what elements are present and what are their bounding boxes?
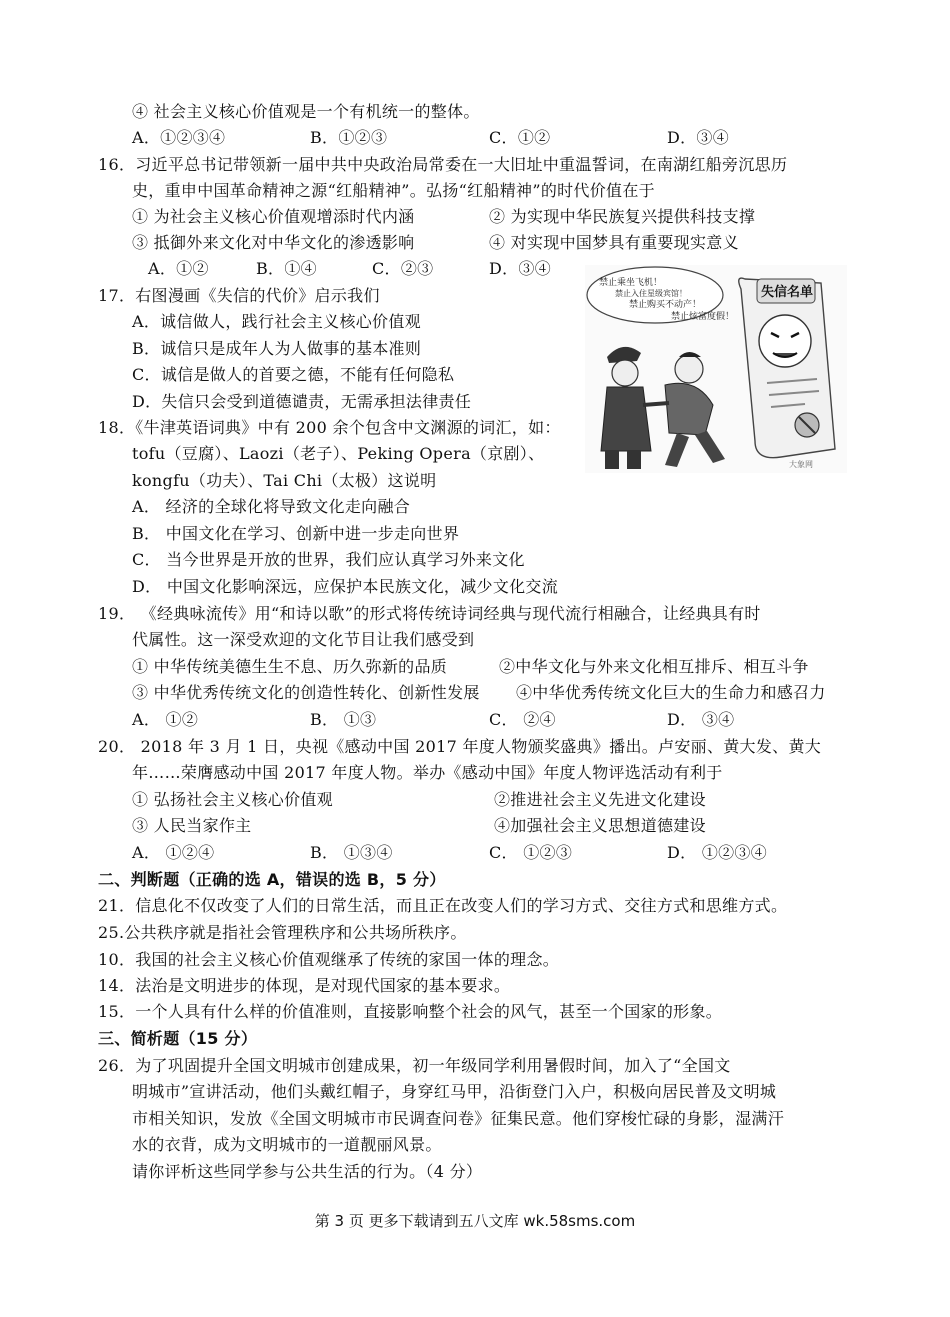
q16-option-1: ① 为社会主义核心价值观增添时代内涵 — [132, 207, 415, 226]
q19-option-4: ④中华优秀传统文化巨大的生命力和感召力 — [516, 683, 826, 702]
cartoon-illustration — [585, 265, 847, 473]
offender-body — [665, 383, 713, 435]
bubble-text-4: 禁止炫富度假！ — [671, 312, 735, 322]
q18-choice-c: C． 当今世界是开放的世界，我们应认真学习外来文化 — [132, 550, 525, 569]
q19-choice-c: C． ②④ — [489, 710, 556, 729]
page-footer: 第 3 页 更多下载请到五八文库 wk.58sms.com — [314, 1212, 636, 1230]
q20-stem-line-1: 20． 2018 年 3 月 1 日，央视《感动中国 2017 年度人物颁奖盛典》播出。卢安丽、黄大发、黄大 — [98, 737, 822, 756]
q15-choice-c: C．①② — [489, 128, 551, 147]
scroll-face — [759, 315, 811, 367]
q20-choice-a: A． ①②④ — [132, 843, 215, 862]
q20-option-2: ②推进社会主义先进文化建设 — [494, 790, 706, 809]
q20-option-1: ① 弘扬社会主义核心价值观 — [132, 790, 333, 809]
section-3-heading: 三、简析题（15 分） — [98, 1029, 258, 1048]
q16-stem-line-2: 史，重申中国革命精神之源“红船精神”。弘扬“红船精神”的时代价值在于 — [132, 181, 655, 200]
q17-stem: 17．右图漫画《失信的代价》启示我们 — [98, 286, 380, 305]
q19-option-1: ① 中华传统美德生生不息、历久弥新的品质 — [132, 657, 448, 676]
q17-choice-a: A．诚信做人，践行社会主义核心价值观 — [132, 312, 421, 331]
q20-option-4: ④加强社会主义思想道德建设 — [494, 816, 706, 835]
q15-choice-d: D．③④ — [667, 128, 730, 147]
q19-choice-a: A． ①② — [132, 710, 199, 729]
q16-option-3: ③ 抵御外来文化对中华文化的渗透影响 — [132, 233, 415, 252]
q20-choice-c: C． ①②③ — [489, 843, 573, 862]
q20-choice-b: B． ①③④ — [310, 843, 393, 862]
q26-prompt: 请你评析这些同学参与公共生活的行为。（4 分） — [132, 1162, 483, 1181]
q19-choice-b: B． ①③ — [310, 710, 377, 729]
bubble-text-2: 禁止入住星级宾馆！ — [615, 289, 687, 298]
q19-choice-d: D． ③④ — [667, 710, 735, 729]
q18-stem-line-1: 18．《牛津英语词典》中有 200 余个包含中文渊源的词汇，如： — [98, 418, 561, 437]
q19-stem-line-1: 19． 《经典咏流传》用“和诗以歌”的形式将传统诗词经典与现代流行相融合，让经典具有时 — [98, 604, 761, 623]
judge-14: 14．法治是文明进步的体现，是对现代国家的基本要求。 — [98, 976, 511, 995]
q18-choice-b: B． 中国文化在学习、创新中进一步走向世界 — [132, 524, 460, 543]
q16-option-4: ④ 对实现中国梦具有重要现实意义 — [489, 233, 739, 252]
q19-option-2: ②中华文化与外来文化相互排斥、相互斗争 — [499, 657, 809, 676]
police-body — [601, 387, 651, 451]
q17-choice-b: B．诚信只是成年人为人做事的基本准则 — [132, 339, 422, 358]
judge-10: 10．我国的社会主义核心价值观继承了传统的家国一体的理念。 — [98, 950, 560, 969]
q20-stem-line-2: 年……荣膺感动中国 2017 年度人物。举办《感动中国》年度人物评选活动有利于 — [132, 763, 723, 782]
q17-choice-d: D．失信只会受到道德谴责，无需承担法律责任 — [132, 392, 472, 411]
q18-stem-line-3: kongfu（功夫）、Tai Chi（太极）这说明 — [132, 471, 437, 490]
q18-stem-line-2: tofu（豆腐）、Laozi（老子）、Peking Opera（京剧）、 — [132, 444, 545, 463]
scroll-paper — [739, 278, 835, 458]
q19-stem-line-2: 代属性。这一深受欢迎的文化节目让我们感受到 — [132, 630, 475, 649]
q16-choice-c: C．②③ — [372, 259, 434, 278]
bubble-text-1: 禁止乘坐飞机！ — [599, 278, 663, 288]
q18-choice-a: A． 经济的全球化将导致文化走向融合 — [132, 497, 411, 516]
judge-21: 21．信息化不仅改变了人们的日常生活，而且正在改变人们的学习方式、交往方式和思维方式。 — [98, 896, 788, 915]
q15-choice-b: B．①②③ — [310, 128, 388, 147]
q19-option-3: ③ 中华优秀传统文化的创造性转化、创新性发展 — [132, 683, 480, 702]
q16-choice-d: D．③④ — [489, 259, 552, 278]
judge-15: 15．一个人具有什么样的价值准则，直接影响整个社会的风气，甚至一个国家的形象。 — [98, 1002, 723, 1021]
offender-head — [675, 355, 703, 383]
bubble-text-3: 禁止购买不动产！ — [629, 300, 702, 310]
q16-choice-a: A．①② — [148, 259, 209, 278]
q20-option-3: ③ 人民当家作主 — [132, 816, 252, 835]
q20-choice-d: D． ①②③④ — [667, 843, 768, 862]
q26-line-1: 26．为了巩固提升全国文明城市创建成果，初一年级同学利用暑假时间，加入了“全国文 — [98, 1056, 731, 1075]
q17-choice-c: C．诚信是做人的首要之德，不能有任何隐私 — [132, 365, 455, 384]
judge-25: 25.公共秩序就是指社会管理秩序和公共场所秩序。 — [98, 923, 467, 942]
q15-choice-a: A．①②③④ — [132, 128, 226, 147]
q16-choice-b: B．①④ — [256, 259, 317, 278]
q18-choice-d: D． 中国文化影响深远，应保护本民族文化，减少文化交流 — [132, 577, 559, 596]
q16-option-2: ② 为实现中华民族复兴提供科技支撑 — [489, 207, 756, 226]
cartoon-drawing — [585, 265, 847, 473]
scroll-title: 失信名单 — [761, 285, 814, 300]
q26-line-3: 市相关知识，发放《全国文明城市市民调查问卷》征集民意。他们穿梭忙碌的身影，湿满汗 — [132, 1109, 785, 1128]
q15-option-4: ④ 社会主义核心价值观是一个有机统一的整体。 — [132, 102, 480, 121]
q16-stem-line-1: 16．习近平总书记带领新一届中共中央政治局常委在一大旧址中重温誓词，在南湖红船旁沉思历 — [98, 155, 788, 174]
section-2-heading: 二、判断题（正确的选 A，错误的选 B，5 分） — [98, 870, 446, 889]
watermark-text: 大象网 — [789, 460, 813, 469]
q26-line-4: 水的衣背，成为文明城市的一道靓丽风景。 — [132, 1135, 442, 1154]
q26-line-2: 明城市”宣讲活动，他们头戴红帽子，身穿红马甲，沿街登门入户，积极向居民普及文明城 — [132, 1082, 777, 1101]
